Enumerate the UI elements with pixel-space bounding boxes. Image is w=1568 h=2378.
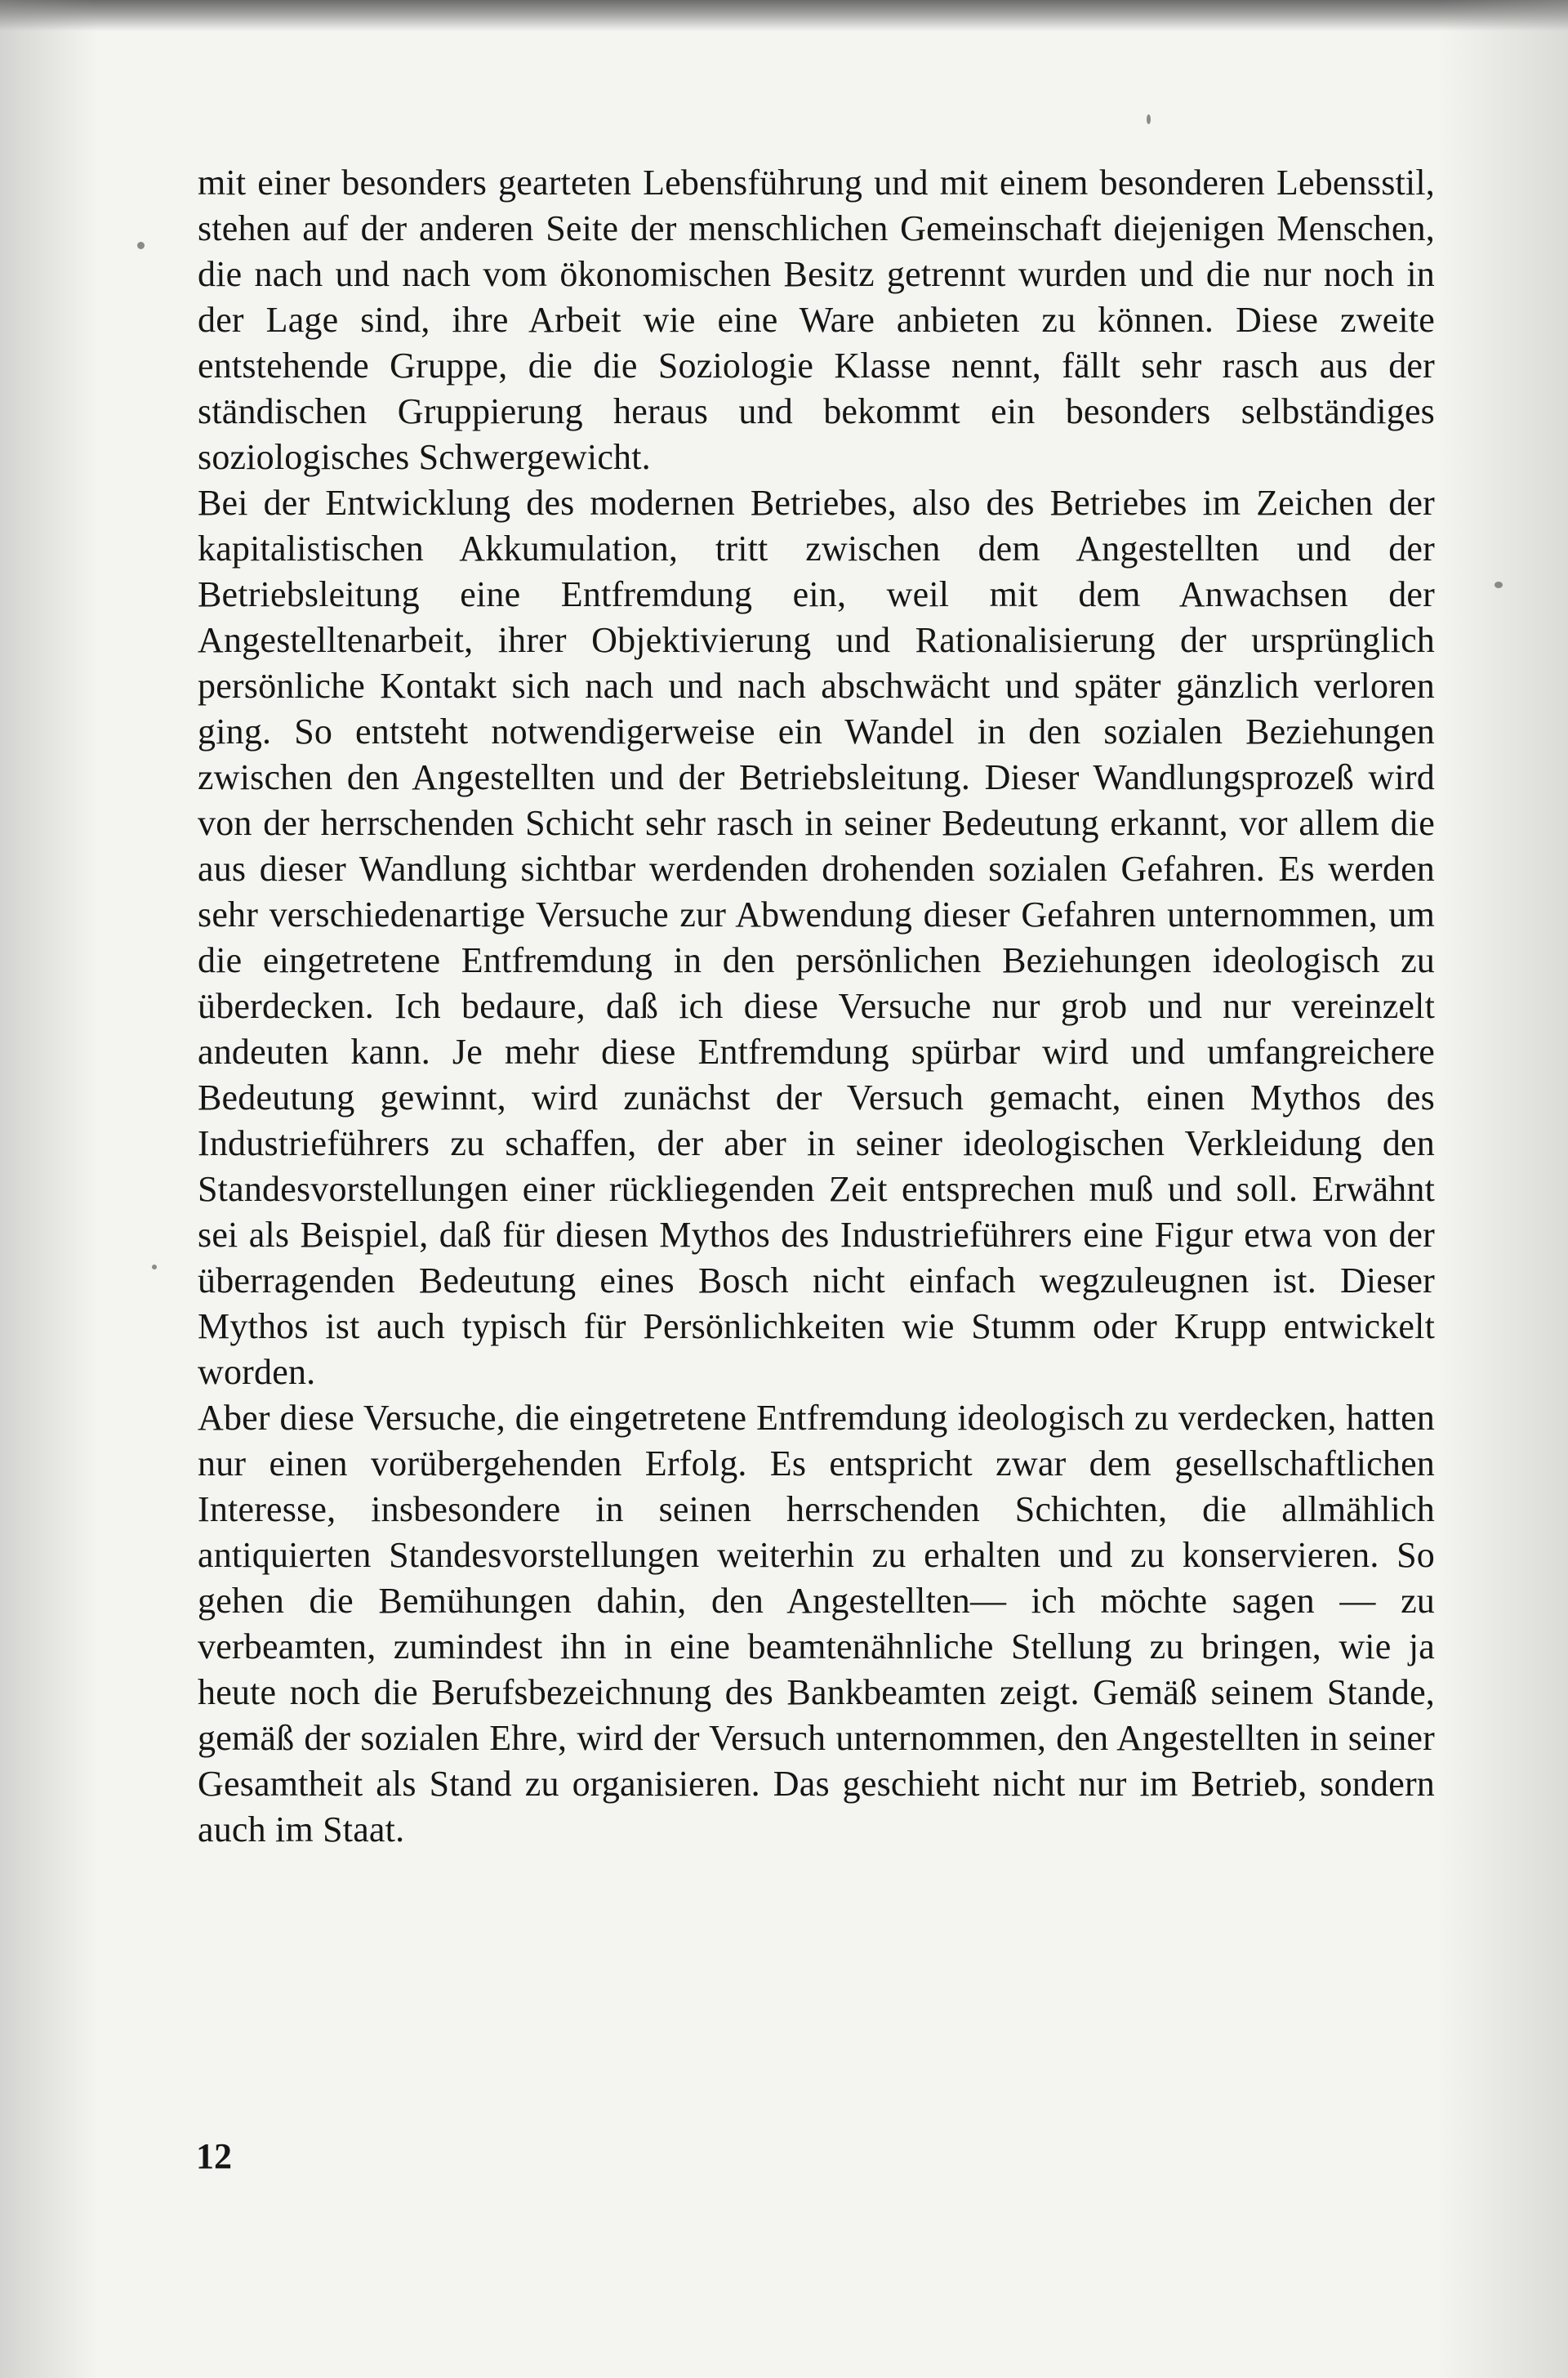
scan-speck xyxy=(137,242,145,249)
body-text xyxy=(198,160,1435,1853)
scan-speck xyxy=(152,1265,157,1269)
paragraph: mit einer besonders gearteten Lebensführung und mit einem besonderen Lebensstil, stehen auf der anderen Seite der menschlichen Gemeinschaft diejenigen Menschen, die nach und nach vom ökonomischen Besitz getrennt wurden und die nur noch in der Lage sind, ihre Arbeit wie eine Ware anbieten zu können. Diese zweite entstehende Gruppe, die die Soziologie Klasse nennt, fällt sehr rasch aus der ständischen Gruppierung heraus und bekommt ein besonders selbständiges soziologisches Schwergewicht. xyxy=(198,163,1435,477)
scan-right-shadow xyxy=(1437,0,1568,2378)
scan-speck xyxy=(1147,114,1151,124)
page-number: 12 xyxy=(196,2136,232,2176)
scan-speck xyxy=(1494,582,1503,588)
paragraph: Aber diese Versuche, die eingetretene Entfremdung ideologisch zu verdecken, hatten nur einen vorübergehenden Erfolg. Es entspricht zwar dem gesellschaftlichen Interesse, insbesondere in seinen herrschenden Schichten, die allmählich antiquierten Standesvorstellungen weiterhin zu erhalten und zu konservieren. So gehen die Bemühungen dahin, den Angestellten— ich möchte sagen — zu verbeamten, zumindest ihn in eine beamtenähnliche Stellung zu bringen, wie ja heute noch die Berufsbezeichnung des Bankbeamten zeigt. Gemäß seinem Stande, gemäß der sozialen Ehre, wird der Versuch unternommen, den Angestellten in seiner Gesamtheit als Stand zu organisieren. Das geschieht nicht nur im Betrieb, sondern auch im Staat. xyxy=(198,1398,1435,1849)
scan-left-shadow xyxy=(0,0,98,2378)
paragraph: Bei der Entwicklung des modernen Betriebes, also des Betriebes im Zeichen der kapitalistischen Akkumulation, tritt zwischen dem Angestellten und der Betriebsleitung eine Entfremdung ein, weil mit dem Anwachsen der Angestelltenarbeit, ihrer Objektivierung und Rationalisierung der ursprünglich persönliche Kontakt sich nach und nach abschwächt und später gänzlich verloren ging. So entsteht notwendigerweise ein Wandel in den sozialen Beziehungen zwischen den Angestellten und der Betriebsleitung. Dieser Wandlungsprozeß wird von der herrschenden Schicht sehr rasch in seiner Bedeutung erkannt, vor allem die aus dieser Wandlung sichtbar werdenden drohenden sozialen Gefahren. Es werden sehr verschiedenartige Versuche zur Abwendung dieser Gefahren unternommen, um die eingetretene Entfremdung in den persönlichen Beziehungen ideologisch zu überdecken. Ich bedaure, daß ich diese Versuche nur grob und nur vereinzelt andeuten kann. Je mehr diese Entfremdung spürbar wird und umfangreichere Bedeutung gewinnt, wird zunächst der Versuch gemacht, einen Mythos des Industrieführers zu schaffen, der aber in seiner ideologischen Verkleidung den Standesvorstellungen einer rückliegenden Zeit entsprechen muß und soll. Erwähnt sei als Beispiel, daß für diesen Mythos des Industrieführers eine Figur etwa von der überragenden Bedeutung eines Bosch nicht einfach wegzuleugnen ist. Dieser Mythos ist auch typisch für Persönlichkeiten wie Stumm oder Krupp entwickelt worden. xyxy=(198,483,1435,1392)
scan-top-edge xyxy=(0,0,1568,31)
